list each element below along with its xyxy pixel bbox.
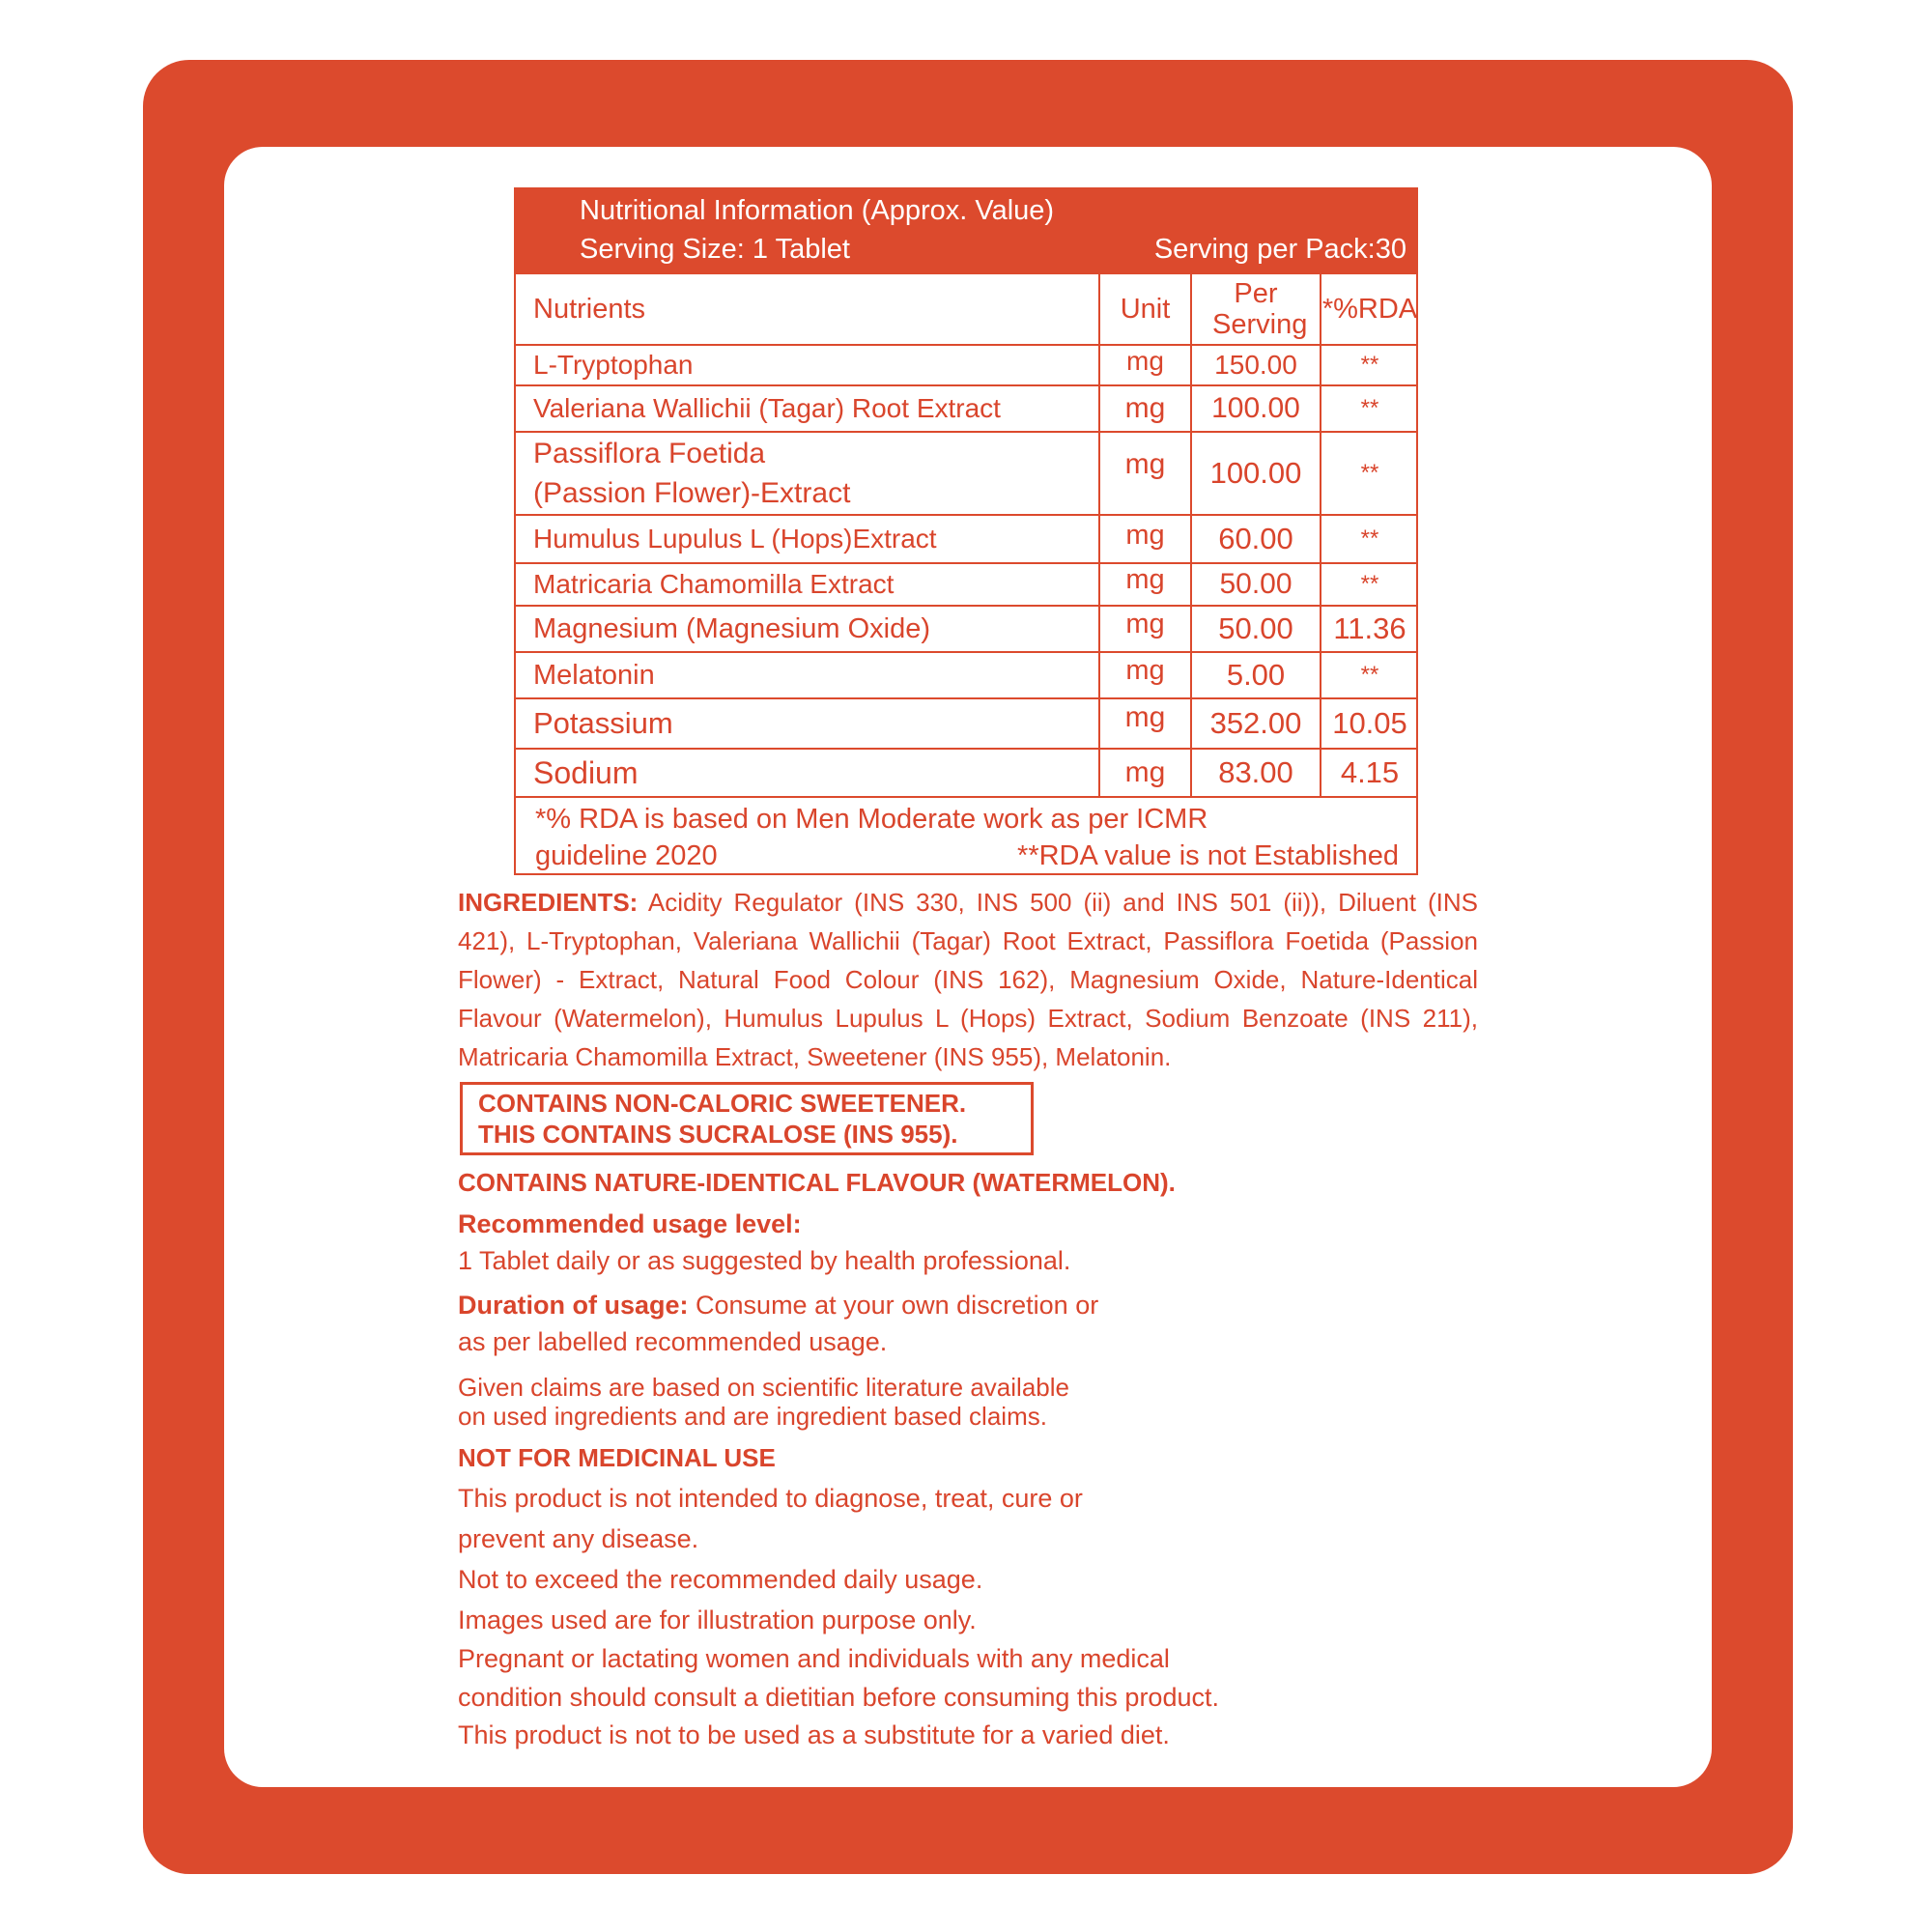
nutrient-unit: mg xyxy=(1098,750,1190,796)
disclaimer-line: This product is not to be used as a substitute for a varied diet. xyxy=(458,1720,1170,1749)
nutrient-rda: ** xyxy=(1320,516,1418,562)
nutrient-value: 60.00 xyxy=(1190,516,1320,562)
usage-duration-text2: as per labelled recommended usage. xyxy=(458,1327,888,1356)
nutrient-value: 83.00 xyxy=(1190,750,1320,796)
nutrient-name: Matricaria Chamomilla Extract xyxy=(533,569,895,599)
nutrient-unit: mg xyxy=(1098,386,1190,431)
nutrient-name: Melatonin xyxy=(533,659,655,691)
nutrient-rda: ** xyxy=(1320,386,1418,431)
nutrient-rda: ** xyxy=(1320,564,1418,605)
disclaimer-line: This product is not intended to diagnose, treat, cure or xyxy=(458,1484,1083,1513)
table-header-bar xyxy=(516,189,1416,274)
nutrient-name: Valeriana Wallichii (Tagar) Root Extract xyxy=(533,393,1001,423)
table-row xyxy=(516,384,1416,431)
col-nutrients: Nutrients xyxy=(533,293,646,325)
ingredients-label: INGREDIENTS: xyxy=(458,888,639,917)
col-rda: *%RDA xyxy=(1320,274,1418,344)
table-row xyxy=(516,344,1416,384)
table-row xyxy=(516,562,1416,605)
serving-size: Serving Size: 1 Tablet xyxy=(580,234,850,265)
table-row xyxy=(516,697,1416,748)
flavour-note: CONTAINS NATURE-IDENTICAL FLAVOUR (WATERMELON). xyxy=(458,1168,1176,1197)
usage-level-text: 1 Tablet daily or as suggested by health professional. xyxy=(458,1246,1071,1275)
disclaimer-line: prevent any disease. xyxy=(458,1524,699,1553)
column-header-row xyxy=(516,274,1416,344)
disclaimer-line: Pregnant or lactating women and individuals with any medical xyxy=(458,1644,1170,1673)
sweetener-line1: CONTAINS NON-CALORIC SWEETENER. xyxy=(478,1089,967,1118)
nutrient-rda: 11.36 xyxy=(1320,607,1418,651)
nutrient-name: Humulus Lupulus L (Hops)Extract xyxy=(533,524,937,554)
nutrient-name: Sodium xyxy=(533,754,639,790)
nutrient-unit: mg xyxy=(1098,346,1190,384)
nutrient-rda: ** xyxy=(1320,653,1418,697)
table-row xyxy=(516,431,1416,514)
usage-duration-label: Duration of usage: xyxy=(458,1291,689,1320)
disclaimer-line: Not to exceed the recommended daily usage. xyxy=(458,1565,983,1594)
nutrient-unit: mg xyxy=(1098,564,1190,605)
nutrient-unit: mg xyxy=(1098,653,1190,697)
nutrient-name-line1: Passiflora Foetida xyxy=(533,438,766,469)
nutrient-rda: 4.15 xyxy=(1320,750,1418,796)
disclaimer-line: Images used are for illustration purpose only. xyxy=(458,1605,977,1634)
col-per-serving-label: Per Serving xyxy=(1212,278,1308,340)
table-footnote xyxy=(516,796,1416,877)
not-medicinal-heading: NOT FOR MEDICINAL USE xyxy=(458,1443,776,1472)
nutrient-name: L-Tryptophan xyxy=(533,350,694,380)
table-row xyxy=(516,748,1416,796)
nutrient-name: Magnesium (Magnesium Oxide) xyxy=(533,612,930,644)
table-row xyxy=(516,651,1416,697)
ingredients-paragraph xyxy=(458,883,1478,1076)
nutrient-unit: mg xyxy=(1098,516,1190,562)
nutrient-value: 150.00 xyxy=(1190,346,1320,384)
col-per-serving xyxy=(1190,274,1320,344)
sweetener-line2: THIS CONTAINS SUCRALOSE (INS 955). xyxy=(478,1120,958,1149)
claims-line2: on used ingredients and are ingredient based claims. xyxy=(458,1402,1047,1431)
table-title: Nutritional Information (Approx. Value) xyxy=(580,195,1055,226)
nutrient-unit: mg xyxy=(1098,433,1190,514)
nutrient-name: Potassium xyxy=(533,706,673,740)
nutrient-value: 352.00 xyxy=(1190,699,1320,748)
claims-line1: Given claims are based on scientific literature available xyxy=(458,1373,1069,1402)
serving-per-pack: Serving per Pack:30 xyxy=(1153,234,1406,265)
nutrient-name-line2: (Passion Flower)-Extract xyxy=(533,477,851,509)
nutrient-value: 5.00 xyxy=(1190,653,1320,697)
disclaimer-line: condition should consult a dietitian before consuming this product. xyxy=(458,1683,1219,1712)
nutrient-value: 50.00 xyxy=(1190,564,1320,605)
table-row xyxy=(516,514,1416,562)
ingredients-text: Acidity Regulator (INS 330, INS 500 (ii) and INS 501 (ii)), Diluent (INS 421), L-Tryptophan, Valeriana Wallichii (Tagar) Root Extract, Passiflora Foetida (Passion Flower) - Extract, Natural Food Colour (INS 162), Magnesium Oxide, Nature-Identical Flavour (Watermelon), Humulus Lupulus L (Hops) Extract, Sodium Benzoate (INS 211), Matricaria Chamomilla Extract, Sweetener (INS 955), Melatonin. xyxy=(458,888,1478,1071)
nutrition-table xyxy=(514,187,1418,875)
footnote-line1: *% RDA is based on Men Moderate work as per ICMR xyxy=(535,804,1208,835)
nutrient-rda: ** xyxy=(1320,433,1418,514)
nutrient-value: 100.00 xyxy=(1190,433,1320,514)
nutrient-rda: 10.05 xyxy=(1320,699,1418,748)
col-unit: Unit xyxy=(1098,274,1190,344)
usage-duration xyxy=(458,1291,1098,1321)
footnote-line2: guideline 2020 xyxy=(535,840,718,871)
nutrient-value: 100.00 xyxy=(1190,386,1320,431)
footnote-right: **RDA value is not Established xyxy=(1017,840,1399,871)
usage-level-label: Recommended usage level: xyxy=(458,1209,802,1238)
usage-duration-text: Consume at your own discretion or xyxy=(688,1291,1099,1320)
nutrient-name xyxy=(516,433,1098,514)
table-row xyxy=(516,605,1416,651)
nutrient-rda: ** xyxy=(1320,346,1418,384)
nutrient-unit: mg xyxy=(1098,699,1190,748)
sweetener-warning-box xyxy=(460,1082,1034,1155)
nutrient-unit: mg xyxy=(1098,607,1190,651)
nutrient-value: 50.00 xyxy=(1190,607,1320,651)
